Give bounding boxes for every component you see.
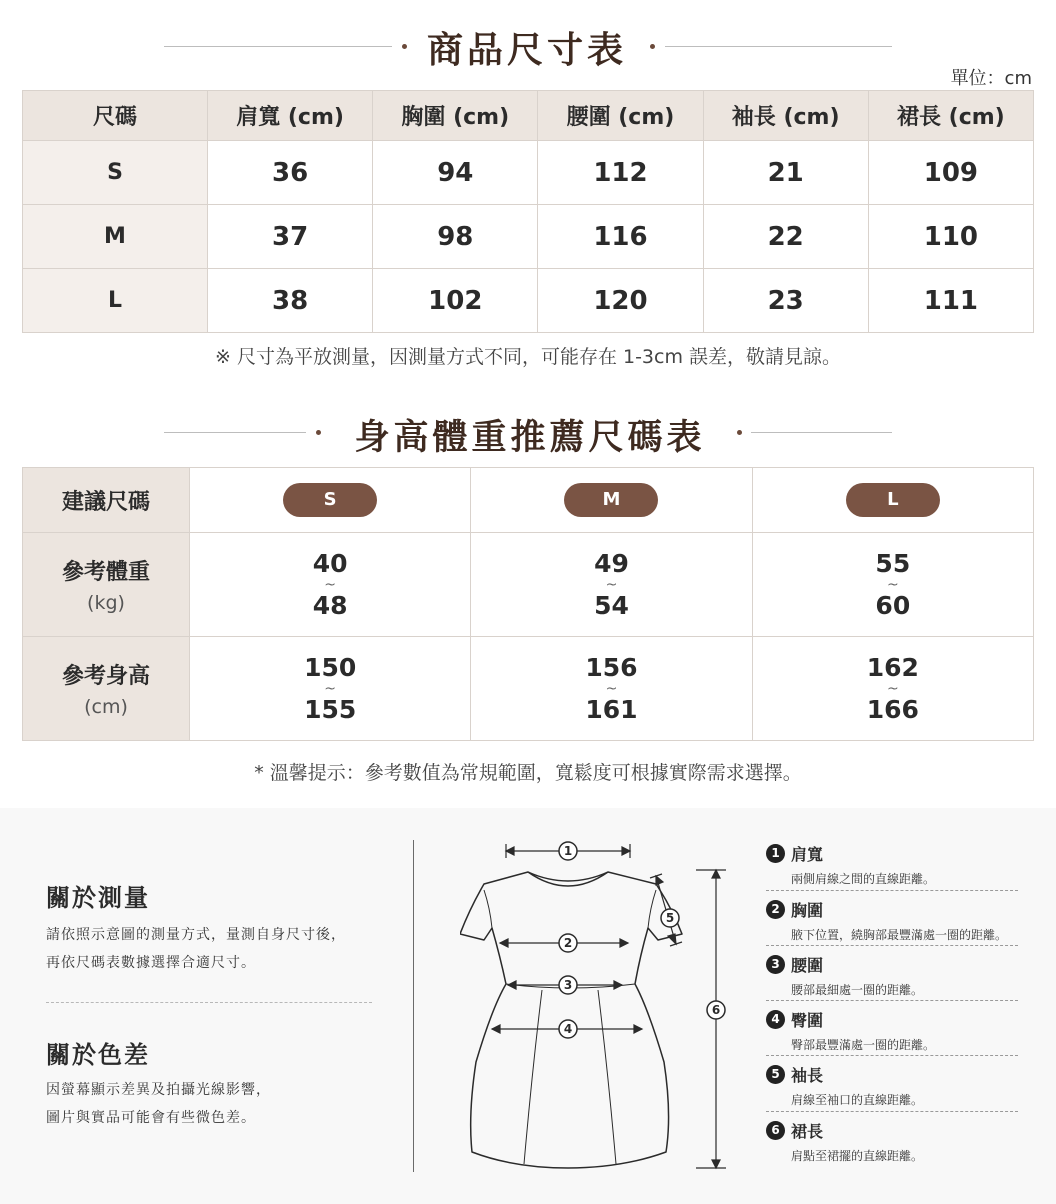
table-row [23,141,1034,205]
height-label: 參考身高 [61,664,150,689]
legend-title: 肩寬 [791,845,824,864]
value-cell: 38 [208,269,373,333]
title-left-line [164,432,306,433]
size-table-header-row [23,91,1034,141]
measure-line: 再依尺碼表數據選擇合適尺寸。 [46,955,256,971]
value-cell: 120 [538,269,703,333]
title-left-dot [402,44,407,49]
size-pill: M [564,483,658,517]
range-max: 60 [875,590,911,620]
dress-diagram [460,832,750,1180]
recommend-chart-title: 身高體重推薦尺碼表 [354,417,706,458]
legend-title: 腰圍 [791,956,824,975]
size-cell [471,468,752,533]
row-header [23,468,190,533]
size-table-header: 腰圍 (cm) [538,91,703,141]
value-cell: 102 [373,269,538,333]
range-cell [190,533,471,637]
color-line: 因螢幕顯示差異及拍攝光線影響， [46,1082,271,1098]
table-row [23,533,1034,637]
value-cell: 109 [868,141,1033,205]
legend-desc: 肩點至裙擺的直線距離。 [791,1149,924,1163]
diagram-number: 5 [665,911,675,925]
range-max: 155 [304,694,357,724]
range-min: 162 [866,652,919,682]
value-cell: 37 [208,205,373,269]
range-cell [471,533,752,637]
color-title: 關於色差 [46,1041,150,1069]
value-cell: 112 [538,141,703,205]
legend-item [766,1119,1018,1164]
range-cell [752,533,1033,637]
legend-divider [766,890,1018,891]
range-tilde: ~ [605,576,618,593]
range-tilde: ~ [324,576,337,593]
value-cell: 23 [703,269,868,333]
unit-label: 單位：cm [950,68,1032,89]
row-header [23,533,190,637]
range-min: 156 [585,652,638,682]
height-unit: (cm) [84,696,128,718]
range-tilde: ~ [324,680,337,697]
range-min: 150 [304,652,357,682]
value-cell: 116 [538,205,703,269]
range-min: 40 [312,548,348,578]
diagram-number: 3 [563,978,573,992]
title-right-line [751,432,892,433]
range-min: 49 [594,548,629,578]
legend-item [766,953,1018,998]
measure-title: 關於測量 [46,884,150,912]
size-table-header: 袖長 (cm) [703,91,868,141]
diagram-number: 6 [711,1003,721,1017]
size-table-header: 裙長 (cm) [868,91,1033,141]
legend-desc: 臀部最豐滿處一圈的距離。 [791,1038,936,1052]
legend-number: 3 [766,955,785,974]
size-table-header: 尺碼 [23,91,208,141]
legend-item [766,1063,1018,1108]
info-divider [46,1002,372,1003]
color-text [46,1076,271,1132]
table-row [23,205,1034,269]
legend-item [766,1008,1018,1053]
value-cell: 36 [208,141,373,205]
size-table [22,90,1034,333]
size-note: ※ 尺寸為平放測量，因測量方式不同，可能存在 1-3cm 誤差，敬請見諒。 [214,346,842,368]
title-right-dot [650,44,655,49]
title-right-dot [737,430,742,435]
size-cell: M [23,205,208,269]
row-header [23,637,190,741]
color-line: 圖片與實品可能會有些微色差。 [46,1110,256,1126]
value-cell: 94 [373,141,538,205]
size-cell [190,468,471,533]
diagram-number: 4 [563,1022,573,1036]
legend-title: 裙長 [791,1122,824,1141]
legend-divider [766,1000,1018,1001]
legend-desc: 兩側肩線之間的直線距離。 [791,872,936,886]
range-cell [190,637,471,741]
value-cell: 98 [373,205,538,269]
diagram-number: 1 [563,844,573,858]
size-table-header: 胸圍 (cm) [373,91,538,141]
range-tilde: ~ [605,680,618,697]
range-max: 48 [312,590,348,620]
legend-title: 胸圍 [791,901,824,920]
measure-line: 請依照示意圖的測量方式，量測自身尺寸後， [46,927,346,943]
legend-desc: 肩線至袖口的直線距離。 [791,1093,924,1107]
legend-title: 臀圍 [791,1011,824,1030]
size-label: 建議尺碼 [61,489,150,515]
table-row [23,269,1034,333]
legend-number: 4 [766,1010,785,1029]
legend-desc: 腋下位置，繞胸部最豐滿處一圈的距離。 [791,928,1008,942]
table-row [23,637,1034,741]
legend-item [766,898,1018,943]
legend-divider [766,1055,1018,1056]
diagram-number: 2 [563,936,573,950]
range-cell [752,637,1033,741]
range-max: 166 [866,694,919,724]
title-left-line [164,46,392,47]
legend-item [766,842,1018,887]
legend-divider [766,945,1018,946]
range-max: 161 [585,694,638,724]
panel-divider [413,840,414,1172]
legend-divider [766,1111,1018,1112]
value-cell: 21 [703,141,868,205]
size-cell [752,468,1033,533]
legend-number: 5 [766,1065,785,1084]
value-cell: 111 [868,269,1033,333]
legend-number: 2 [766,900,785,919]
recommend-table [22,467,1034,741]
info-panel [0,808,1056,1204]
title-right-line [665,46,892,47]
legend-desc: 腰部最細處一圈的距離。 [791,983,924,997]
measure-text [46,921,346,977]
size-table-header: 肩寬 (cm) [208,91,373,141]
size-cell: L [23,269,208,333]
legend-number: 6 [766,1121,785,1140]
size-pill: L [846,483,940,517]
weight-label: 參考體重 [61,560,150,585]
recommend-note: * 溫馨提示：參考數值為常規範圍，寬鬆度可根據實際需求選擇。 [254,762,802,784]
value-cell: 110 [868,205,1033,269]
table-row [23,468,1034,533]
range-max: 54 [594,590,629,620]
title-left-dot [316,430,321,435]
range-min: 55 [875,548,911,578]
range-tilde: ~ [886,680,899,697]
size-cell: S [23,141,208,205]
size-chart-title: 商品尺寸表 [426,29,627,71]
legend-title: 袖長 [791,1066,824,1085]
value-cell: 22 [703,205,868,269]
range-tilde: ~ [886,576,899,593]
legend-number: 1 [766,844,785,863]
range-cell [471,637,752,741]
size-pill: S [283,483,377,517]
weight-unit: (kg) [87,592,125,614]
